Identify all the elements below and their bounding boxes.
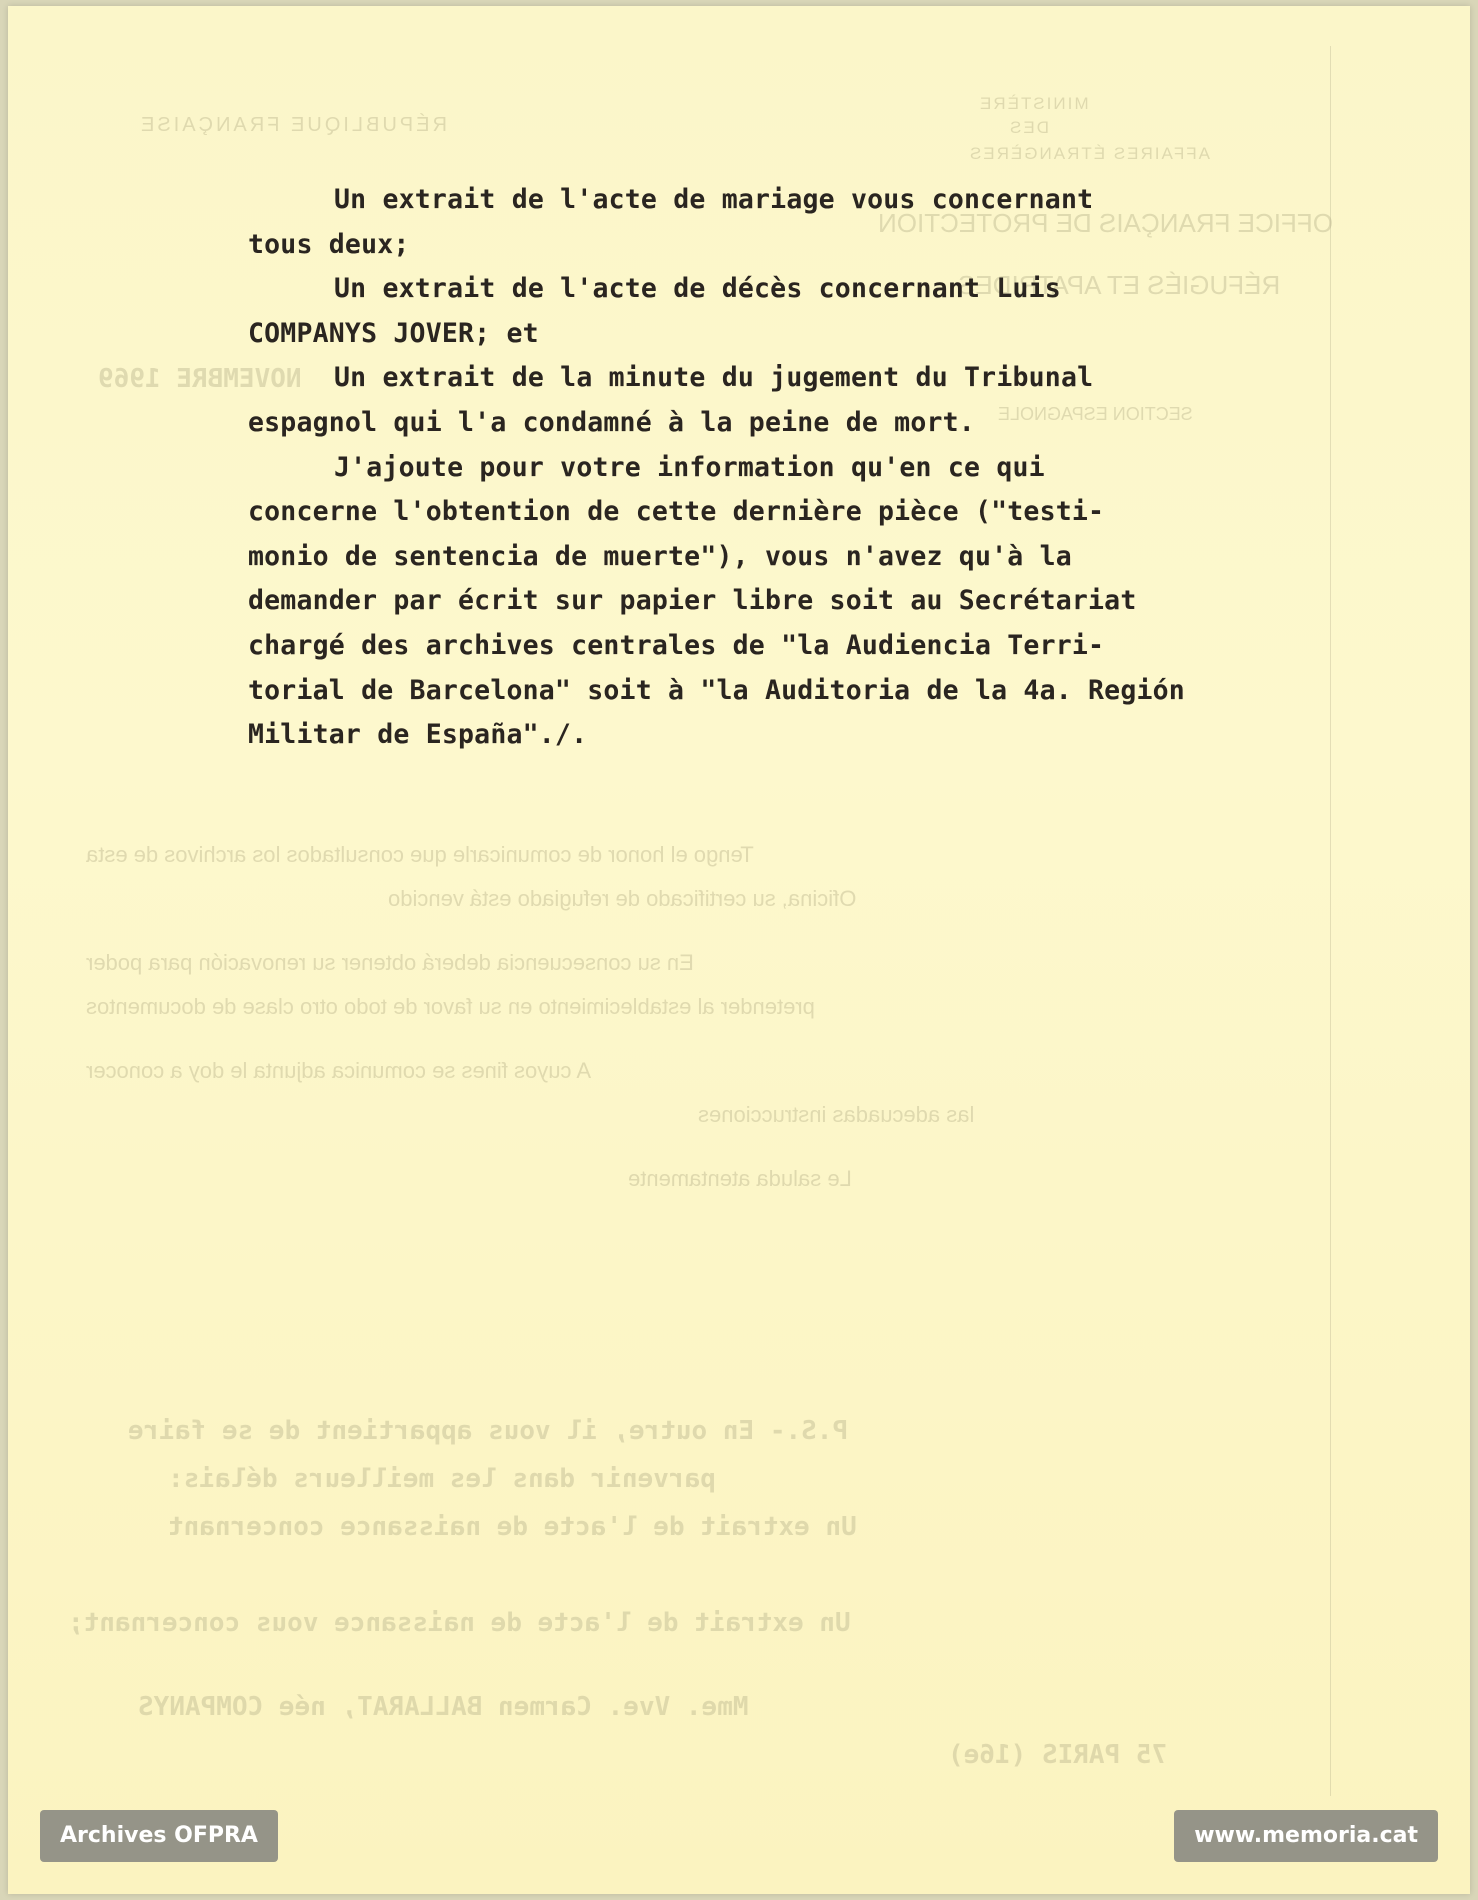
bleed-through-spanish-7: Le saluda atentamente (628, 1166, 852, 1191)
bleed-through-address-1: Mme. Vve. Carmen BALLARAT, née COMPANYS (138, 1692, 749, 1722)
bleed-through-spanish-3: En su consecuencia deberá obtener su renovación para poder (86, 950, 694, 975)
letter-body (248, 178, 1308, 758)
letter-line: Un extrait de la minute du jugement du Tribunal (334, 362, 1094, 394)
bleed-through-ps-2: parvenir dans les meilleurs délais: (168, 1464, 716, 1494)
letter-line: chargé des archives centrales de "la Audiencia Terri- (248, 629, 1105, 661)
bleed-through-refugies: RÉFUGIÉS ET APATRIDES (958, 270, 1281, 300)
memoria-cat-watermark: www.memoria.cat (1174, 1810, 1438, 1862)
bleed-through-ps-1: P.S.- En outre, il vous appartient de se faire (128, 1416, 849, 1446)
bleed-through-spanish-2: Oficina, su certificado de refugiado está vencido (388, 886, 857, 911)
bleed-through-spanish-1: Tengo el honor de comunicarle que consultados los archivos de esta (86, 842, 754, 867)
bleed-through-spanish-4: pretender al establecimiento en su favor de todo otro clase de documentos (86, 994, 815, 1019)
letter-line: Un extrait de l'acte de décès concernant Luis (334, 273, 1061, 305)
bleed-through-affaires: AFFAIRES ÉTRANGÈRES (968, 144, 1211, 163)
letter-line: Militar de España"./. (248, 719, 588, 751)
bleed-through-spanish-6: las adecuadas instrucciones (698, 1102, 975, 1127)
letter-line: torial de Barcelona" soit à "la Auditoria de la 4a. Región (248, 674, 1185, 706)
document-page (8, 6, 1470, 1894)
letter-line: demander par écrit sur papier libre soit au Secrétariat (248, 585, 1137, 617)
bleed-through-section: SECTION ESPAGNOLE (998, 404, 1193, 424)
letter-line: Un extrait de l'acte de mariage vous concernant (334, 184, 1094, 215)
bleed-through-date: NOVEMBRE 1969 (98, 364, 302, 394)
bleed-through-ministere: MINISTÈRE (978, 94, 1089, 113)
archives-ofpra-watermark: Archives OFPRA (40, 1810, 278, 1862)
letter-line: COMPANYS JOVER; et (248, 317, 539, 349)
bleed-through-republique: RÉPUBLIQUE FRANÇAISE (138, 114, 447, 136)
letter-line: espagnol qui l'a condamné à la peine de mort. (248, 406, 975, 438)
letter-line: J'ajoute pour votre information qu'en ce qui (334, 451, 1045, 483)
bleed-through-des: DES (1008, 118, 1049, 137)
bleed-through-ps-3: Un extrait de l'acte de naissance concernant (168, 1512, 857, 1542)
bleed-through-office: OFFICE FRANÇAIS DE PROTECTION (878, 208, 1334, 238)
bleed-through-ps-4: Un extrait de l'acte de naissance vous concernant; (68, 1608, 851, 1638)
page-margin-line (1330, 46, 1331, 1796)
letter-line: monio de sentencia de muerte"), vous n'avez qu'à la (248, 540, 1072, 572)
bleed-through-spanish-5: A cuyos fines se comunica adjunta le doy a conocer (86, 1058, 592, 1083)
bleed-through-address-2: 75 PARIS (16e) (948, 1740, 1168, 1770)
letter-line: concerne l'obtention de cette dernière pièce ("testi- (248, 496, 1105, 528)
letter-line: tous deux; (248, 228, 410, 260)
